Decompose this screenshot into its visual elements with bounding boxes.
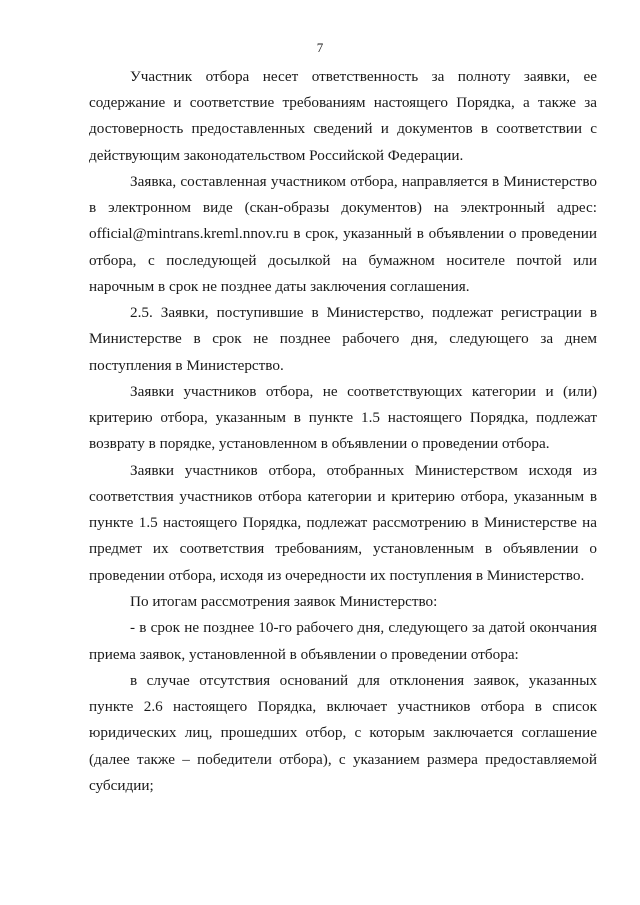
page-number: 7: [316, 40, 324, 55]
paragraph-deadline: - в срок не позднее 10-го рабочего дня, следующего за датой окончания приема заявок, установленной в объявлении о проведении отбора:: [89, 619, 597, 663]
paragraph-2-5-registration: 2.5. Заявки, поступившие в Министерство, подлежат регистрации в Министерстве в срок не позднее рабочего дня, следующего за днем поступления в Министерство.: [89, 304, 597, 374]
paragraph-application-submission: Заявка, составленная участником отбора, направляется в Министерство в электронном виде (скан-образы документов) на электронный адрес: official@mintrans.kreml.nnov.ru в срок, указанный в объявлении о проведении отбора, с последующей досылкой на бумажном носителе почтой или нарочным в срок не позднее даты заключения соглашения.: [89, 173, 597, 295]
paragraph-application-return: Заявки участников отбора, не соответствующих категории и (или) критерию отбора, указанным в пункте 1.5 настоящего Порядка, подлежат возврату в порядке, установленном в объявлении о проведении отбора.: [89, 383, 597, 453]
document-body: [89, 64, 597, 799]
paragraph-responsibility: Участник отбора несет ответственность за полноту заявки, ее содержание и соответствие требованиям настоящего Порядка, а также за достоверность предоставленных сведений и документов в соответствии с действующим законодательством Российской Федерации.: [89, 68, 597, 164]
paragraph-application-review: Заявки участников отбора, отобранных Министерством исходя из соответствия участников отбора категории и критерию отбора, указанным в пункте 1.5 настоящего Порядка, подлежат рассмотрению в Министерстве на предмет их соответствия требованиям, установленным в объявлении о проведении отбора, исходя из очередности их поступления в Министерство.: [89, 461, 597, 584]
paragraph-review-results: По итогам рассмотрения заявок Министерство:: [130, 593, 438, 610]
paragraph-winners-list: в случае отсутствия оснований для отклонения заявок, указанных пункте 2.6 настоящего Порядка, включает участников отбора в список юридических лиц, прошедших отбор, с которым заключается соглашение (далее также – победители отбора), с указанием размера предоставляемой субсидии;: [89, 671, 597, 794]
